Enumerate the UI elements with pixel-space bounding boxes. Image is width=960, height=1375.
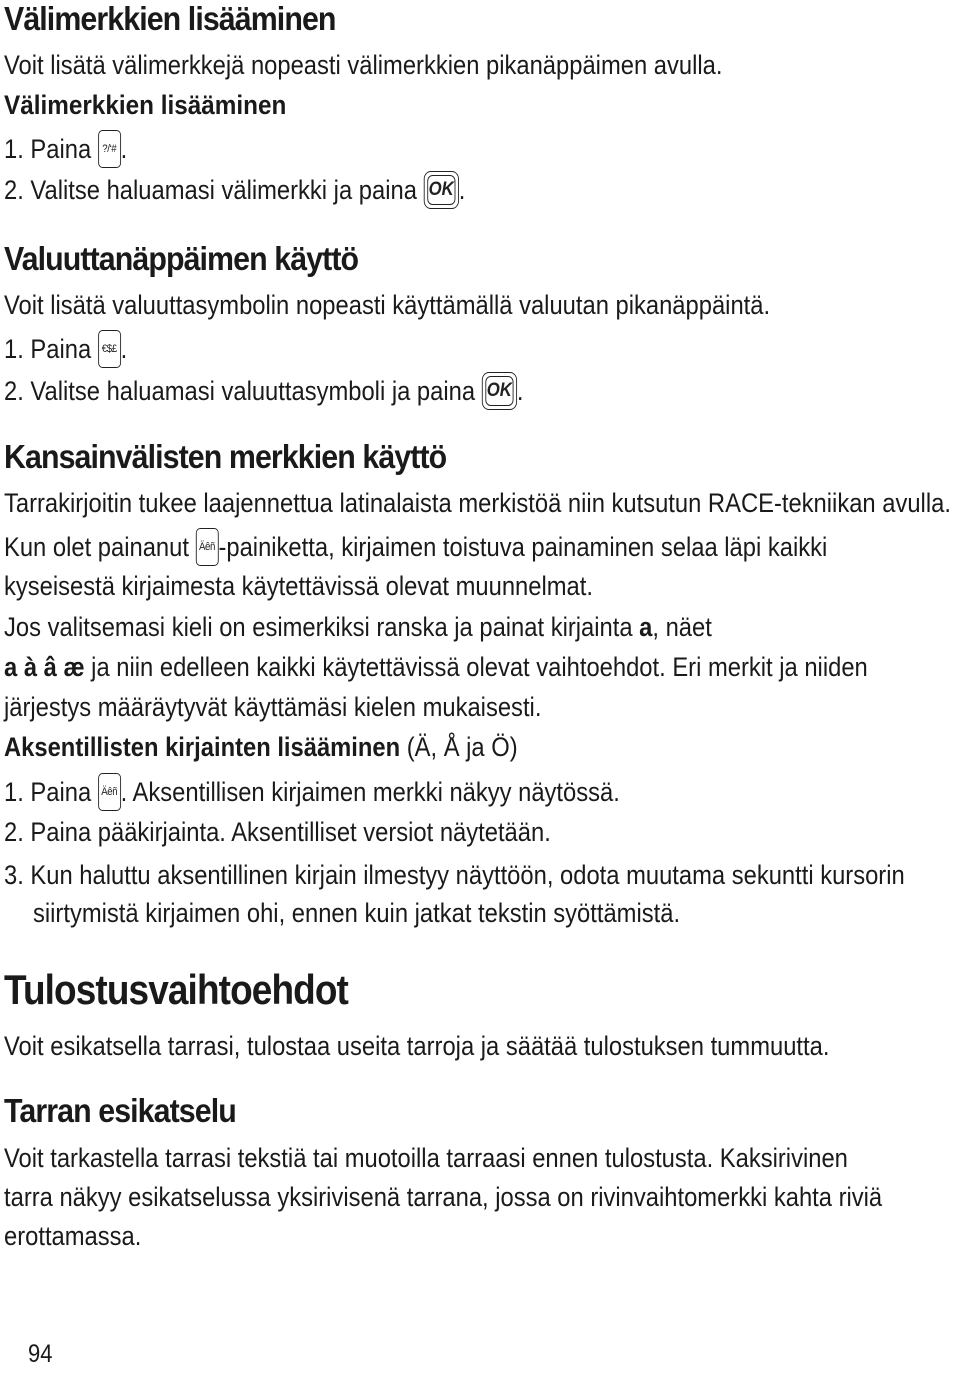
preview-line1: Voit tarkastella tarrasi tekstiä tai muotoilla tarraasi ennen tulostusta. Kaksirivinen [4,1143,848,1173]
preview-line3: erottamassa. [4,1221,142,1251]
accent-key-icon: Äêñ [196,528,219,566]
para-text: -painiketta, kirjaimen toistuva painaminen selaa läpi kaikki [218,532,828,563]
international-p1: Tarrakirjoitin tukee laajennettua latinalaista merkistöä niin kutsutun RACE-tekniikan avulla. [4,488,951,518]
currency-step-2 [4,374,523,412]
international-p2-line2: kyseisestä kirjaimesta käytettävissä olevat muunnelmat. [4,571,593,601]
heading-currency: Valuuttanäppäimen käyttö [4,240,359,277]
step-text: 1. Paina [4,777,98,808]
heading-international: Kansainvälisten merkkien käyttö [4,438,447,475]
step-text: . Aksentillisen kirjaimen merkki näkyy näytössä. [120,777,620,808]
print-options-intro: Voit esikatsella tarrasi, tulostaa useita tarroja ja säätää tulostuksen tummuutta. [4,1031,830,1061]
accent-key-icon: Äêñ [98,773,121,811]
para-text: ja niin edelleen kaikki käytettävissä olevat vaihtoehdot. Eri merkit ja niiden [84,652,868,682]
punctuation-key-icon: ?/‘# [98,130,121,168]
step-text: 2. Valitse haluamasi välimerkki ja paina [4,175,424,206]
step-text: 2. Valitse haluamasi valuuttasymboli ja paina [4,376,482,407]
accented-step-3-line2: siirtymistä kirjaimen ohi, ennen kuin jatkat tekstin syöttämistä. [33,898,681,928]
accented-step-1 [4,775,620,813]
subheading-accented [4,732,518,763]
international-p3-line2 [4,652,868,683]
step-text: 1. Paina [4,134,98,165]
punctuation-intro: Voit lisätä välimerkkejä nopeasti välimerkkien pikanäppäimen avulla. [4,50,723,80]
heading-punctuation: Välimerkkien lisääminen [4,0,336,37]
currency-key-icon: €$£ [98,330,121,368]
international-p2-line1 [4,530,827,568]
page-number: 94 [28,1340,53,1368]
step-text: 1. Paina [4,334,98,365]
punctuation-step-1 [4,132,127,170]
step-text: . [458,175,466,206]
subheading-bold: Aksentillisten kirjainten lisääminen [4,732,401,762]
subheading-punctuation: Välimerkkien lisääminen [4,90,287,120]
heading-print-options: Tulostusvaihtoehdot [4,966,348,1013]
punctuation-step-2 [4,173,465,211]
step-text: . [120,334,128,365]
step-text: . [516,376,524,407]
preview-line2: tarra näkyy esikatselussa yksirivisenä tarrana, jossa on rivinvaihtomerkki kahta riviä [4,1182,883,1212]
currency-step-1 [4,332,127,370]
subheading-rest: (Ä, Å ja Ö) [400,732,518,762]
example-variants: a à â æ [4,652,85,682]
international-p3-line3: järjestys määräytyvät käyttämäsi kielen mukaisesti. [4,692,542,722]
ok-key-icon: OK [424,171,459,209]
para-text: Jos valitsemasi kieli on esimerkiksi ranska ja painat kirjainta [4,612,640,642]
ok-key-icon: OK [482,372,517,410]
international-p3-line1 [4,612,712,643]
currency-intro: Voit lisätä valuuttasymbolin nopeasti käyttämällä valuutan pikanäppäintä. [4,290,771,320]
heading-preview: Tarran esikatselu [4,1092,236,1129]
step-text: . [120,134,128,165]
example-letter: a [639,612,653,642]
para-text: Kun olet painanut [4,532,196,563]
accented-step-2: 2. Paina pääkirjainta. Aksentilliset versiot näytetään. [4,817,551,847]
accented-step-3-line1: 3. Kun haluttu aksentillinen kirjain ilmestyy näyttöön, odota muutama sekuntti kursorin [4,860,905,890]
para-text: , näet [652,612,712,642]
